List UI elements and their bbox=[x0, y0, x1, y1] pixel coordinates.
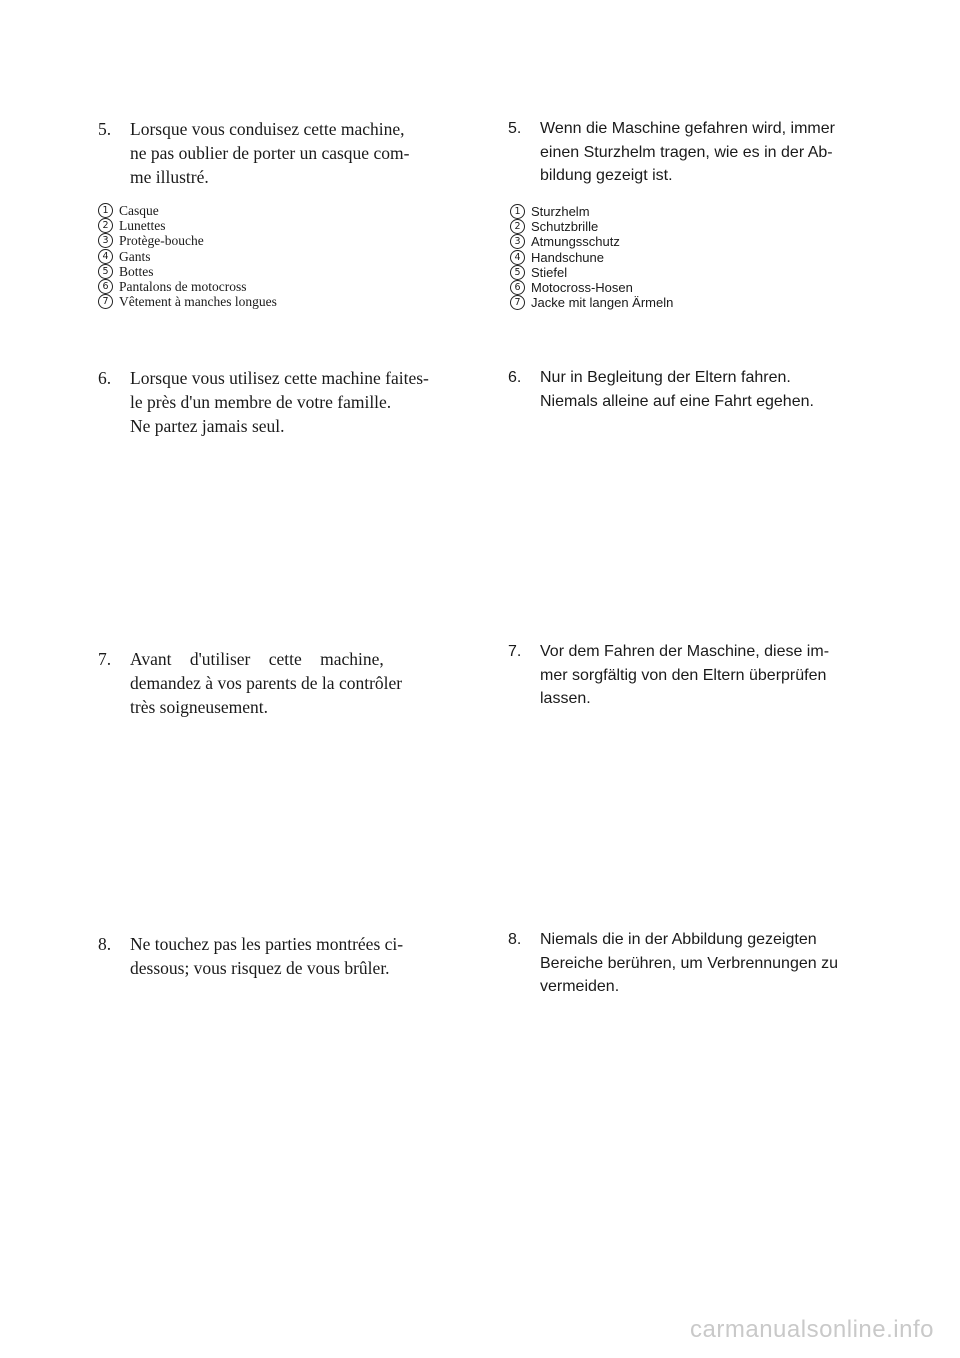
instruction-6-de bbox=[508, 366, 868, 413]
item-number: 8. bbox=[508, 931, 522, 948]
legend-label: Gants bbox=[119, 248, 151, 264]
text-line: Wenn die Maschine gefahren wird, immer bbox=[540, 120, 835, 137]
instruction-6-fr bbox=[98, 366, 458, 438]
text-line: Lorsque vous conduisez cette machine, bbox=[130, 119, 405, 139]
equipment-legend-fr bbox=[98, 203, 277, 309]
circled-number: 7 bbox=[510, 295, 525, 310]
instruction-8-de bbox=[508, 928, 868, 999]
legend-item bbox=[510, 219, 673, 234]
text-line: einen Sturzhelm tragen, wie es in der Ab- bbox=[540, 143, 833, 161]
text-line: Lorsque vous utilisez cette machine faites- bbox=[130, 368, 429, 388]
legend-item bbox=[98, 233, 277, 248]
instruction-text bbox=[130, 366, 458, 438]
circled-number: 3 bbox=[98, 233, 113, 248]
text-line: Ne touchez pas les parties montrées ci- bbox=[130, 934, 404, 954]
legend-item bbox=[98, 203, 277, 218]
text-line: très soigneusement. bbox=[130, 697, 269, 717]
legend-label: Sturzhelm bbox=[531, 204, 590, 219]
text-line: Niemals die in der Abbildung gezeigten bbox=[540, 931, 817, 948]
text-line: bildung gezeigt ist. bbox=[540, 167, 673, 184]
circled-number: 1 bbox=[98, 203, 113, 218]
circled-number: 5 bbox=[510, 265, 525, 280]
circled-number: 6 bbox=[510, 280, 525, 295]
item-number: 6. bbox=[98, 368, 112, 388]
legend-item bbox=[510, 234, 673, 249]
legend-label: Stiefel bbox=[531, 264, 568, 280]
legend-item bbox=[98, 294, 277, 309]
legend-item bbox=[510, 280, 673, 295]
instruction-text bbox=[130, 932, 458, 980]
instruction-text bbox=[540, 117, 868, 188]
text-line: Bereiche berühren, um Verbrennungen zu bbox=[540, 954, 838, 972]
legend-label: Vêtement à manches longues bbox=[119, 294, 277, 310]
item-number: 5. bbox=[98, 119, 112, 139]
circled-number: 7 bbox=[98, 294, 113, 309]
legend-item bbox=[510, 265, 673, 280]
circled-number: 4 bbox=[510, 250, 525, 265]
text-line: ne pas oublier de porter un casque com- bbox=[130, 143, 410, 163]
instruction-text bbox=[130, 117, 458, 189]
item-number: 7. bbox=[508, 643, 522, 660]
item-number: 5. bbox=[508, 120, 522, 137]
legend-label: Atmungsschutz bbox=[531, 234, 620, 250]
legend-item bbox=[98, 279, 277, 294]
legend-label: Pantalons de motocross bbox=[119, 278, 247, 294]
instruction-7-fr bbox=[98, 647, 458, 719]
instruction-text bbox=[540, 640, 868, 711]
circled-number: 5 bbox=[98, 264, 113, 279]
circled-number: 6 bbox=[98, 279, 113, 294]
text-line: mer sorgfältig von den Eltern überprüfen bbox=[540, 666, 827, 684]
equipment-legend-de bbox=[510, 204, 673, 310]
text-line: Vor dem Fahren der Maschine, diese im- bbox=[540, 643, 830, 660]
legend-label: Protège-bouche bbox=[119, 233, 204, 249]
text-line: le près d'un membre de votre famille. bbox=[130, 392, 392, 412]
legend-label: Bottes bbox=[119, 263, 154, 279]
legend-item bbox=[98, 264, 277, 279]
legend-label: Schutzbrille bbox=[531, 219, 599, 235]
circled-number: 2 bbox=[510, 219, 525, 234]
legend-label: Jacke mit langen Ärmeln bbox=[531, 295, 674, 311]
text-line: vermeiden. bbox=[540, 978, 620, 995]
text-line: me illustré. bbox=[130, 167, 209, 187]
legend-item bbox=[510, 204, 673, 219]
legend-item bbox=[98, 249, 277, 264]
text-line: Ne partez jamais seul. bbox=[130, 416, 285, 436]
text-line: Niemals alleine auf eine Fahrt egehen. bbox=[540, 392, 814, 410]
instruction-8-fr bbox=[98, 932, 458, 980]
circled-number: 3 bbox=[510, 234, 525, 249]
instruction-text bbox=[540, 366, 868, 413]
legend-label: Casque bbox=[119, 203, 159, 218]
instruction-text bbox=[130, 647, 458, 719]
circled-number: 2 bbox=[98, 218, 113, 233]
text-line: dessous; vous risquez de vous brûler. bbox=[130, 958, 390, 978]
item-number: 7. bbox=[98, 649, 112, 669]
legend-item bbox=[510, 295, 673, 310]
legend-item bbox=[510, 250, 673, 265]
circled-number: 4 bbox=[98, 249, 113, 264]
instruction-text bbox=[540, 928, 868, 999]
text-line: demandez à vos parents de la contrôler bbox=[130, 673, 403, 693]
legend-label: Lunettes bbox=[119, 218, 166, 234]
item-number: 8. bbox=[98, 934, 112, 954]
instruction-5-fr bbox=[98, 117, 458, 189]
instruction-5-de bbox=[508, 117, 868, 188]
legend-label: Handschune bbox=[531, 249, 604, 265]
text-line: Avant d'utiliser cette machine, bbox=[130, 649, 384, 669]
item-number: 6. bbox=[508, 369, 522, 386]
text-line: Nur in Begleitung der Eltern fahren. bbox=[540, 369, 791, 386]
legend-label: Motocross-Hosen bbox=[531, 279, 633, 295]
watermark: carmanualsonline.info bbox=[690, 1316, 934, 1343]
legend-item bbox=[98, 218, 277, 233]
text-line: lassen. bbox=[540, 690, 591, 707]
circled-number: 1 bbox=[510, 204, 525, 219]
instruction-7-de bbox=[508, 640, 868, 711]
